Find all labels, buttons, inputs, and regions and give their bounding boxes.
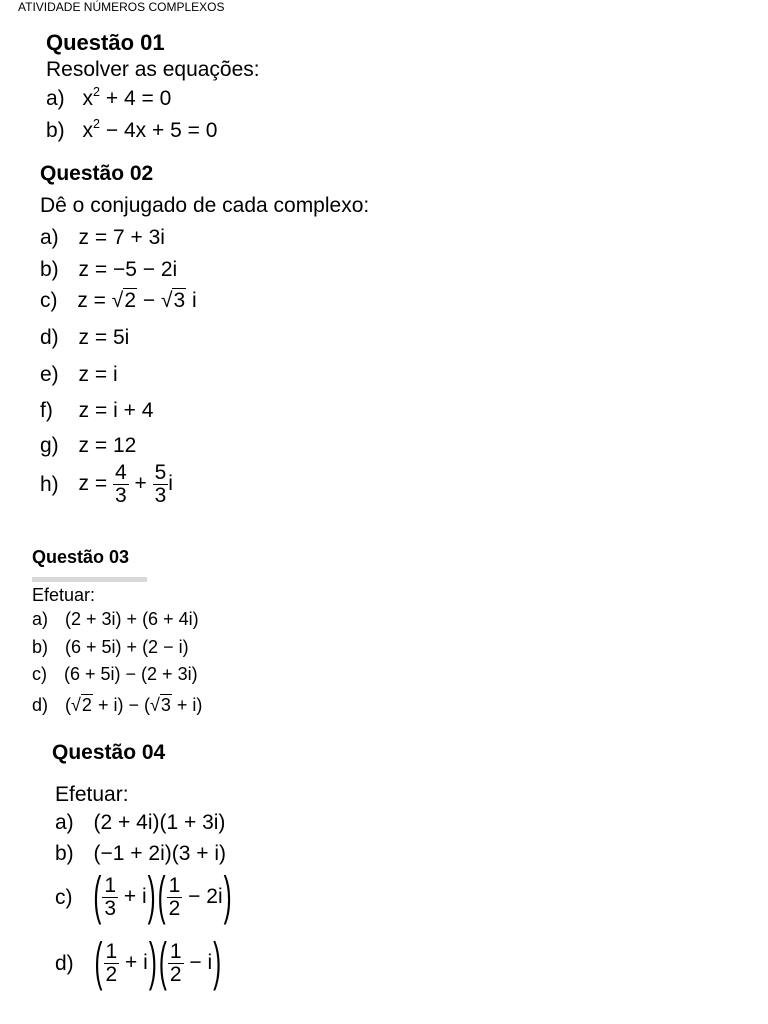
- item-expression: z = −5 − 2i: [78, 258, 178, 281]
- question-02-item-f: [40, 399, 153, 423]
- scan-smudge: [32, 577, 147, 582]
- item-label: a): [55, 811, 74, 834]
- item-expression: (√2 + i) − (√3 + i): [65, 695, 203, 715]
- item-label: b): [46, 119, 65, 142]
- item-label: g): [40, 434, 59, 457]
- item-label: c): [55, 885, 73, 909]
- item-label: a): [32, 609, 49, 629]
- question-04-item-b: [55, 842, 226, 866]
- question-03-item-d: [32, 695, 202, 716]
- item-label: b): [32, 637, 49, 657]
- question-03-title: Questão 03: [32, 547, 130, 567]
- question-01-instruction: Resolver as equações:: [46, 58, 260, 81]
- item-label: c): [40, 289, 58, 312]
- document-header: ATIVIDADE NÚMEROS COMPLEXOS: [18, 0, 225, 14]
- question-02-item-a: [40, 226, 165, 250]
- question-04-item-d: [55, 932, 222, 993]
- item-expression: z = 5i: [78, 326, 130, 349]
- item-label: a): [40, 226, 59, 249]
- question-03-item-a: [32, 609, 199, 630]
- question-03-item-b: [32, 637, 189, 658]
- item-expression: z = i: [78, 363, 118, 386]
- item-label: b): [40, 258, 59, 281]
- item-label: d): [40, 326, 59, 349]
- item-expression: (2 + 3i) + (6 + 4i): [65, 609, 199, 629]
- item-expression: $x^2 + 4 = 0$: [82, 85, 172, 110]
- question-02-item-d: [40, 326, 129, 350]
- question-04-item-c: [55, 866, 233, 927]
- question-02-item-g: [40, 434, 136, 458]
- item-label: a): [46, 87, 65, 110]
- item-expression: (−1 + 2i)(3 + i): [93, 842, 227, 865]
- item-label: e): [40, 363, 59, 386]
- question-03-item-c: [32, 664, 198, 685]
- item-label: d): [32, 695, 49, 715]
- item-expression: z = $\frac{4}{3}$ + $\frac{5}{3}$ i: [78, 461, 173, 508]
- question-02-instruction: Dê o conjugado de cada complexo:: [40, 194, 370, 217]
- item-expression: ( $\frac{1}{2}$ + i)( $\frac{1}{2}$ − i): [94, 932, 222, 993]
- item-expression: z = √2 − √3 i: [77, 289, 197, 312]
- item-expression: (6 + 5i) + (2 − i): [65, 637, 189, 657]
- question-04-instruction: Efetuar:: [55, 783, 129, 806]
- item-expression: z = 12: [78, 434, 137, 457]
- item-expression: (6 + 5i) − (2 + 3i): [64, 664, 198, 684]
- question-04-title: Questão 04: [52, 741, 166, 764]
- item-expression: z = 7 + 3i: [78, 226, 165, 249]
- question-03-instruction: Efetuar:: [32, 585, 96, 605]
- question-01-item-b: [46, 119, 217, 143]
- item-label: c): [32, 664, 47, 684]
- question-02-item-h: [40, 462, 173, 507]
- item-expression: ( $\frac{1}{3}$ + i)( $\frac{1}{2}$ − 2i): [93, 866, 232, 927]
- question-04-item-a: [55, 811, 225, 835]
- item-label: d): [55, 951, 74, 975]
- question-02-title: Questão 02: [40, 162, 154, 185]
- item-label: h): [40, 472, 59, 496]
- question-01-title: Questão 01: [46, 30, 165, 55]
- item-expression: (2 + 4i)(1 + 3i): [93, 811, 226, 834]
- item-expression: $x^2 - 4x + 5 = 0$: [82, 117, 218, 142]
- item-expression: z = i + 4: [78, 399, 154, 422]
- question-01-item-a: [46, 87, 171, 111]
- question-02-item-c: [40, 289, 197, 313]
- question-02-item-e: [40, 363, 118, 387]
- question-02-item-b: [40, 258, 177, 282]
- item-label: f): [40, 399, 53, 422]
- item-label: b): [55, 842, 74, 865]
